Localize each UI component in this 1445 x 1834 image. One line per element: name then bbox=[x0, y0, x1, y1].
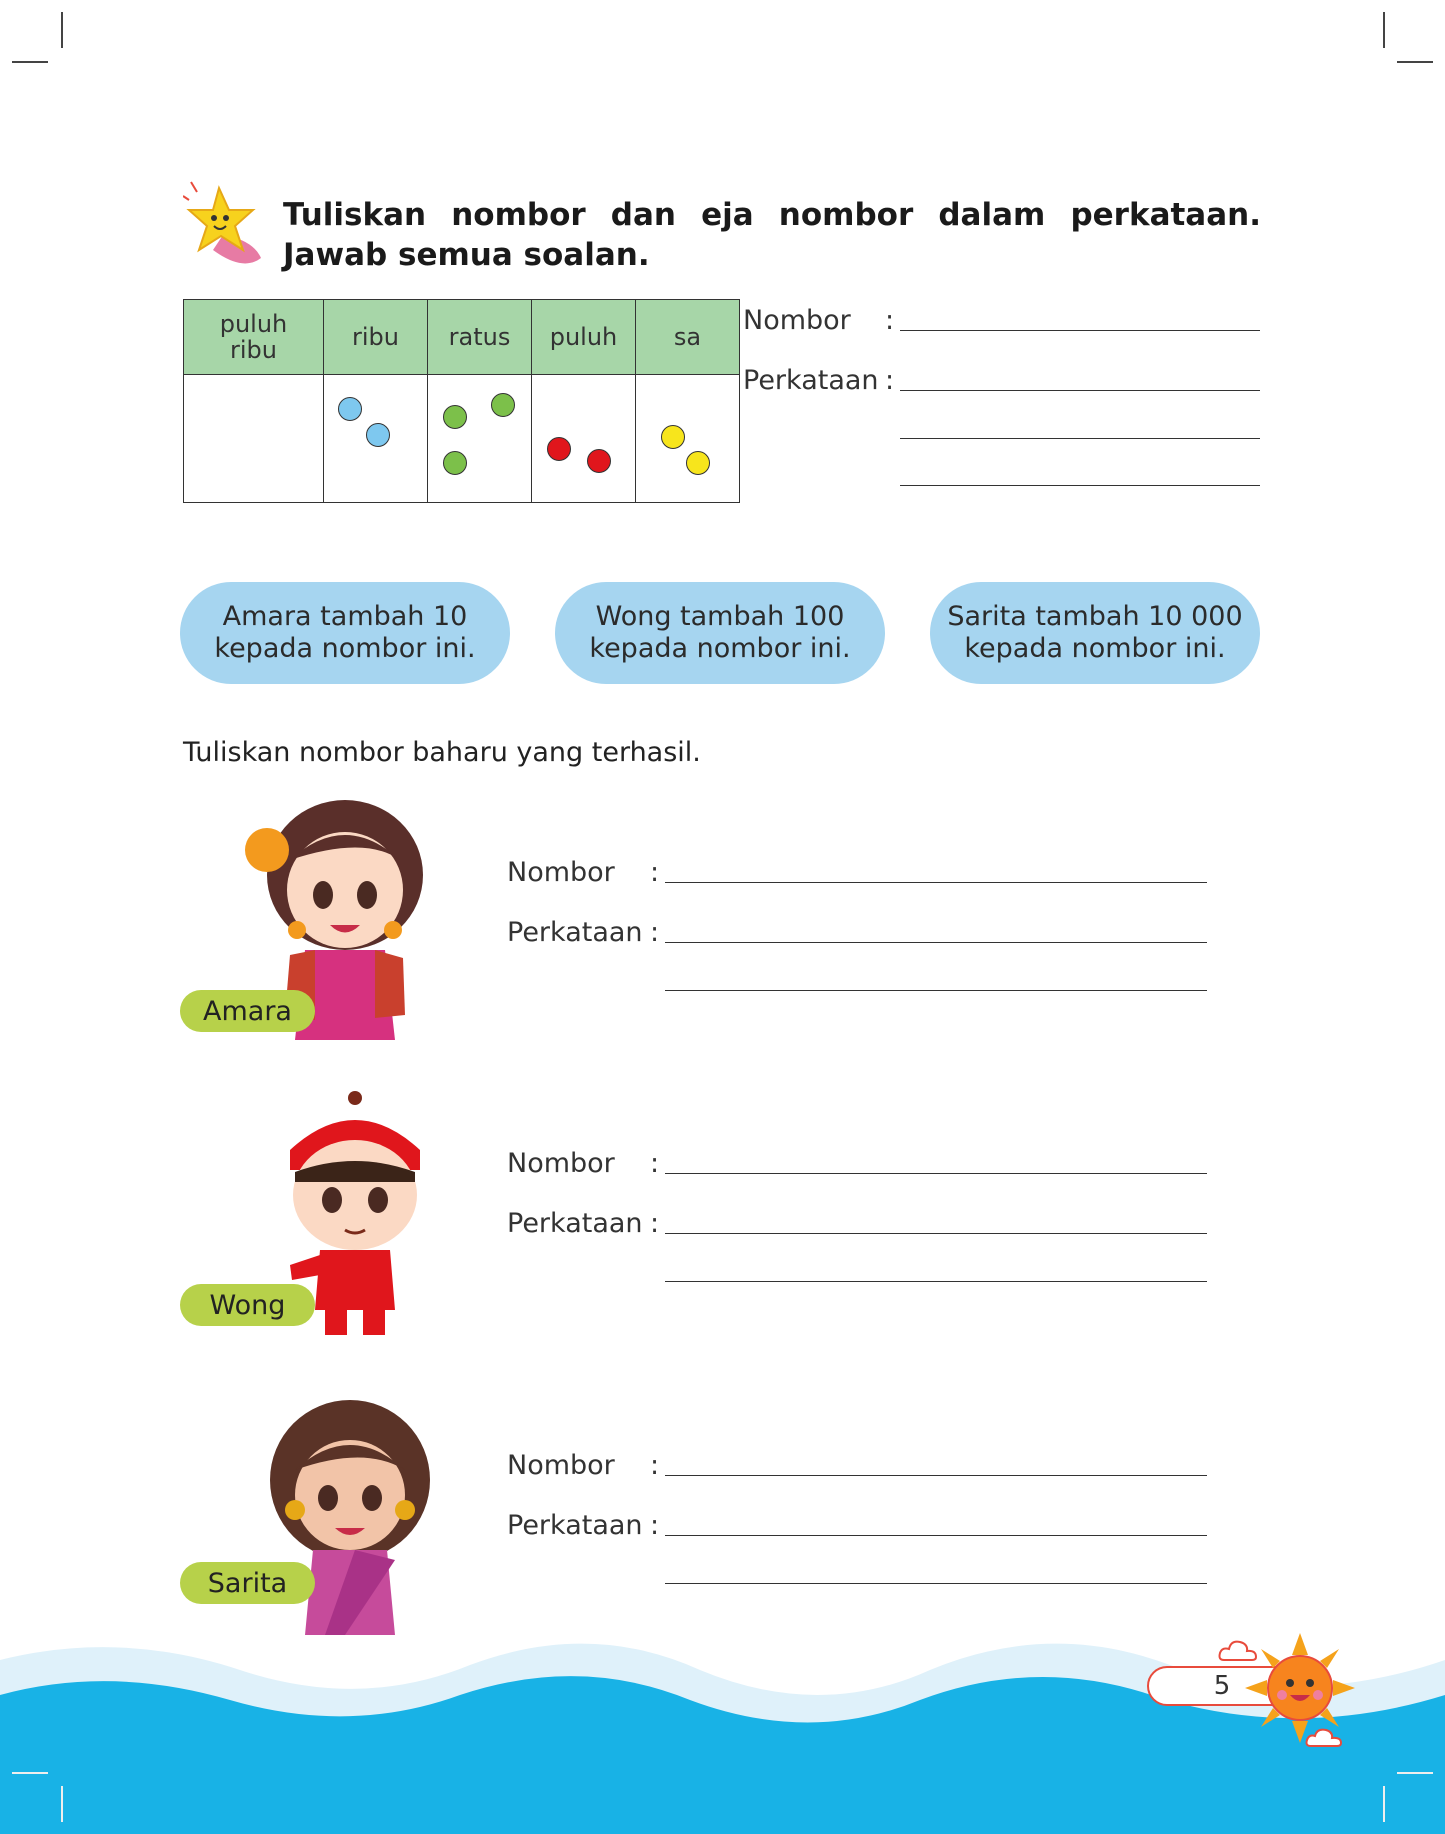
perkataan-answer-line[interactable] bbox=[665, 1583, 1207, 1584]
cell-ratus bbox=[428, 375, 532, 503]
header-sa: sa bbox=[636, 300, 740, 375]
cell-puluh bbox=[532, 375, 636, 503]
perkataan-answer-line[interactable] bbox=[900, 390, 1260, 391]
pill-line: Wong tambah 100 bbox=[595, 601, 845, 632]
nombor-answer-line[interactable] bbox=[665, 1475, 1207, 1476]
perkataan-answer-line[interactable] bbox=[665, 942, 1207, 943]
colon: : bbox=[650, 1208, 660, 1239]
header-ribu: ribu bbox=[324, 300, 428, 375]
instruction-text: Tuliskan nombor dan eja nombor dalam perkataan. Jawab semua soalan. bbox=[283, 197, 1261, 273]
perkataan-label: Perkataan bbox=[743, 365, 879, 396]
pill-line: kepada nombor ini. bbox=[964, 633, 1226, 664]
nombor-label: Nombor bbox=[507, 857, 615, 888]
counter bbox=[443, 451, 467, 475]
counter bbox=[661, 425, 685, 449]
cell-ribu bbox=[324, 375, 428, 503]
counter bbox=[366, 423, 390, 447]
nombor-answer-line[interactable] bbox=[900, 330, 1260, 331]
shooting-star-icon bbox=[183, 180, 278, 270]
pill-line: kepada nombor ini. bbox=[589, 633, 851, 664]
colon: : bbox=[650, 1450, 660, 1481]
perkataan-answer-line[interactable] bbox=[665, 990, 1207, 991]
sarita-name-tag: Sarita bbox=[180, 1562, 315, 1604]
colon: : bbox=[650, 1510, 660, 1541]
perkataan-answer-line[interactable] bbox=[665, 1281, 1207, 1282]
counter bbox=[686, 451, 710, 475]
nombor-label: Nombor bbox=[507, 1450, 615, 1481]
crop-mark bbox=[61, 1786, 63, 1822]
sarita-instruction-pill bbox=[930, 582, 1260, 684]
crop-mark bbox=[61, 12, 63, 48]
counter bbox=[443, 405, 467, 429]
counter bbox=[587, 449, 611, 473]
perkataan-answer-line[interactable] bbox=[665, 1233, 1207, 1234]
wong-instruction-pill bbox=[555, 582, 885, 684]
crop-mark bbox=[1383, 1786, 1385, 1822]
cloud-icon bbox=[1305, 1726, 1345, 1750]
counter bbox=[338, 397, 362, 421]
crop-mark bbox=[1397, 1772, 1433, 1774]
wong-name-tag: Wong bbox=[180, 1284, 315, 1326]
counter bbox=[547, 437, 571, 461]
pill-line: Sarita tambah 10 000 bbox=[947, 601, 1243, 632]
place-value-table bbox=[183, 299, 740, 503]
crop-mark bbox=[12, 61, 48, 63]
page-number: 5 bbox=[1147, 1666, 1297, 1706]
perkataan-answer-line[interactable] bbox=[900, 438, 1260, 439]
header-puluh: puluh bbox=[532, 300, 636, 375]
crop-mark bbox=[1383, 12, 1385, 48]
colon: : bbox=[650, 917, 660, 948]
nombor-label: Nombor bbox=[743, 305, 851, 336]
cell-puluh-ribu bbox=[184, 375, 324, 503]
crop-mark bbox=[1397, 61, 1433, 63]
cell-sa bbox=[636, 375, 740, 503]
perkataan-answer-line[interactable] bbox=[900, 485, 1260, 486]
header-ratus: ratus bbox=[428, 300, 532, 375]
colon: : bbox=[650, 1148, 660, 1179]
crop-mark bbox=[12, 1772, 48, 1774]
perkataan-answer-line[interactable] bbox=[665, 1535, 1207, 1536]
nombor-answer-line[interactable] bbox=[665, 1173, 1207, 1174]
header-puluh-ribu: puluh ribu bbox=[184, 300, 324, 375]
pill-line: kepada nombor ini. bbox=[214, 633, 476, 664]
colon: : bbox=[885, 365, 895, 396]
amara-name-tag: Amara bbox=[180, 990, 315, 1032]
pill-line: Amara tambah 10 bbox=[222, 601, 468, 632]
counter bbox=[491, 393, 515, 417]
colon: : bbox=[650, 857, 660, 888]
subinstruction-text: Tuliskan nombor baharu yang terhasil. bbox=[183, 737, 701, 768]
nombor-answer-line[interactable] bbox=[665, 882, 1207, 883]
perkataan-label: Perkataan bbox=[507, 1510, 643, 1541]
nombor-label: Nombor bbox=[507, 1148, 615, 1179]
amara-instruction-pill bbox=[180, 582, 510, 684]
colon: : bbox=[885, 305, 895, 336]
perkataan-label: Perkataan bbox=[507, 917, 643, 948]
perkataan-label: Perkataan bbox=[507, 1208, 643, 1239]
